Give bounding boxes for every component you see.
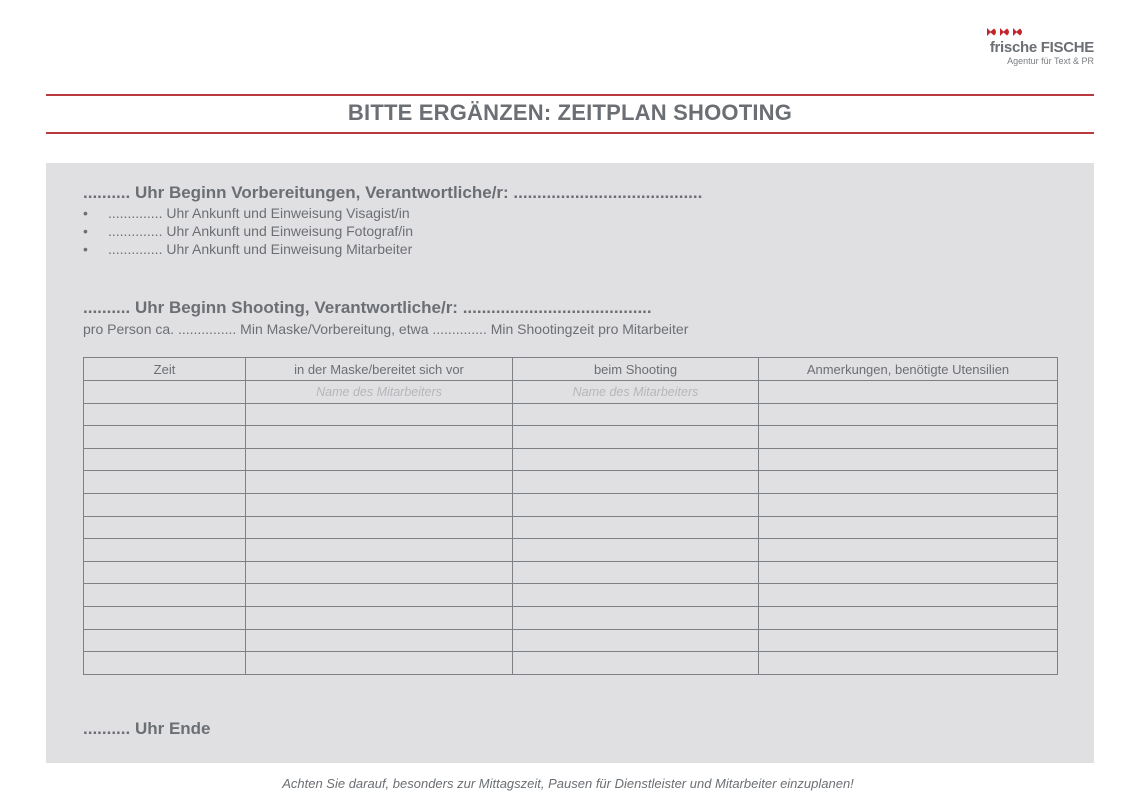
table-row [84,448,1058,471]
makeup-cell[interactable] [246,652,513,675]
table-row [84,403,1058,426]
time-cell[interactable] [84,629,246,652]
title-rule-top [46,94,1094,96]
makeup-cell[interactable] [246,493,513,516]
logo-tagline: Agentur für Text & PR [1007,56,1094,66]
makeup-cell[interactable]: Name des Mitarbeiters [246,381,513,404]
shooting-cell[interactable] [513,516,759,539]
table-row [84,629,1058,652]
schedule-table [83,357,1058,675]
time-cell[interactable] [84,516,246,539]
notes-cell[interactable] [759,606,1058,629]
table-row [84,426,1058,449]
makeup-cell[interactable] [246,403,513,426]
page-title: BITTE ERGÄNZEN: ZEITPLAN SHOOTING [347,100,793,125]
notes-cell[interactable] [759,426,1058,449]
shooting-cell[interactable] [513,629,759,652]
shooting-heading: .......... Uhr Beginn Shooting, Verantwortliche/r: ........................................ [83,298,652,317]
notes-cell[interactable] [759,652,1058,675]
table-row [84,493,1058,516]
time-cell[interactable] [84,584,246,607]
time-cell[interactable] [84,381,246,404]
time-cell[interactable] [84,539,246,562]
shooting-cell[interactable] [513,561,759,584]
bullet-icon: • [83,241,88,257]
notes-cell[interactable] [759,493,1058,516]
column-header-time: Zeit [84,358,246,381]
time-cell[interactable] [84,448,246,471]
table-row [84,381,1058,404]
notes-cell[interactable] [759,539,1058,562]
table-row [84,471,1058,494]
makeup-cell[interactable] [246,561,513,584]
shooting-cell[interactable]: Name des Mitarbeiters [513,381,759,404]
per-person-timing: pro Person ca. ............... Min Maske/Vorbereitung, etwa .............. Min Shootingzeit pro Mitarbeiter [83,321,689,337]
column-header-makeup: in der Maske/bereitet sich vor [246,358,513,381]
makeup-cell[interactable] [246,539,513,562]
table-header-row [84,358,1058,381]
shooting-cell[interactable] [513,539,759,562]
arrival-list [83,204,413,258]
table-row [84,561,1058,584]
brand-logo [954,28,1094,67]
makeup-cell[interactable] [246,448,513,471]
table-row [84,652,1058,675]
makeup-cell[interactable] [246,629,513,652]
makeup-cell[interactable] [246,471,513,494]
time-cell[interactable] [84,493,246,516]
table-row [84,539,1058,562]
logo-name: frische FISCHE [989,39,1094,56]
table-row [84,584,1058,607]
column-header-shooting: beim Shooting [513,358,759,381]
shooting-cell[interactable] [513,426,759,449]
makeup-cell[interactable] [246,584,513,607]
time-cell[interactable] [84,652,246,675]
notes-cell[interactable] [759,471,1058,494]
list-item: • .............. Uhr Ankunft und Einweisung Fotograf/in [83,223,414,239]
schedule-panel [46,163,1094,763]
notes-cell[interactable] [759,381,1058,404]
time-cell[interactable] [84,471,246,494]
makeup-cell[interactable] [246,606,513,629]
shooting-cell[interactable] [513,403,759,426]
notes-cell[interactable] [759,584,1058,607]
shooting-cell[interactable] [513,471,759,494]
table-row [84,606,1058,629]
bullet-icon: • [83,205,88,221]
shooting-cell[interactable] [513,448,759,471]
shooting-cell[interactable] [513,493,759,516]
time-cell[interactable] [84,561,246,584]
shooting-cell[interactable] [513,652,759,675]
bullet-icon: • [83,223,88,239]
footer-note: Achten Sie darauf, besonders zur Mittagszeit, Pausen für Dienstleister und Mitarbeiter einzuplanen! [282,776,854,791]
list-item: • .............. Uhr Ankunft und Einweisung Visagist/in [83,205,410,221]
time-cell[interactable] [84,403,246,426]
notes-cell[interactable] [759,448,1058,471]
makeup-cell[interactable] [246,426,513,449]
table-row [84,516,1058,539]
notes-cell[interactable] [759,516,1058,539]
shooting-cell[interactable] [513,606,759,629]
title-rule-bottom [46,132,1094,134]
preparation-heading: .......... Uhr Beginn Vorbereitungen, Verantwortliche/r: ........................................ [83,183,703,202]
notes-cell[interactable] [759,629,1058,652]
column-header-notes: Anmerkungen, benötigte Utensilien [759,358,1058,381]
list-item: • .............. Uhr Ankunft und Einweisung Mitarbeiter [83,241,413,257]
time-cell[interactable] [84,606,246,629]
notes-cell[interactable] [759,403,1058,426]
end-heading: .......... Uhr Ende [83,719,211,738]
time-cell[interactable] [84,426,246,449]
notes-cell[interactable] [759,561,1058,584]
shooting-cell[interactable] [513,584,759,607]
makeup-cell[interactable] [246,516,513,539]
